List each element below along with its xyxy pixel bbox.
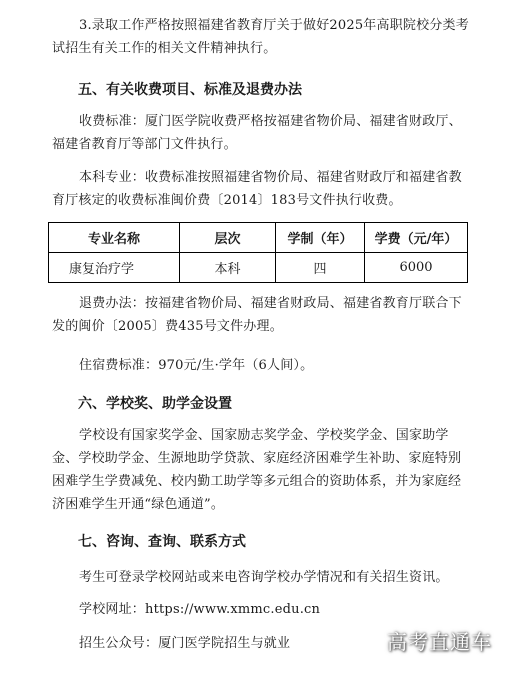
watermark: 高考直通车 <box>387 630 492 654</box>
paragraph-fee-standard: 收费标准：厦门医学院收费严格按福建省物价局、福建省财政厅、福建省教育厅等部门文件执行。 <box>52 114 462 152</box>
table-cell: 本科 <box>180 253 276 283</box>
table-cell: 四 <box>276 253 365 283</box>
fee-table-header: 学制（年） <box>276 223 365 253</box>
table-row <box>49 253 468 283</box>
heading-fees: 五、有关收费项目、标准及退费办法 <box>78 82 302 98</box>
table-cell: 6000 <box>365 253 468 283</box>
paragraph-wechat: 招生公众号：厦门医学院招生与就业 <box>79 636 291 651</box>
table-cell: 康复治疗学 <box>49 253 180 283</box>
fee-table-header: 学费（元/年） <box>365 223 468 253</box>
paragraph-website: 学校网址：https://www.xmmc.edu.cn <box>79 602 321 617</box>
fee-table <box>48 222 468 283</box>
fee-table-header: 专业名称 <box>49 223 180 253</box>
paragraph-scholarship: 学校设有国家奖学金、国家励志奖学金、学校奖学金、国家助学金、学校助学金、生源地助学贷款、家庭经济困难学生补助、家庭特别困难学生学费减免、校内勤工助学等多元组合的资助体系，并为家庭经济困难学生开通“绿色通道”。 <box>52 428 462 512</box>
paragraph-refund: 退费办法：按福建省物价局、福建省财政局、福建省教育厅联合下发的闽价〔2005〕费435号文件办理。 <box>52 296 462 334</box>
paragraph-dorm-fee: 住宿费标准：970元/生·学年（6人间）。 <box>79 358 314 373</box>
paragraph-consult: 考生可登录学校网站或来电咨询学校办学情况和有关招生资讯。 <box>79 570 449 585</box>
paragraph-undergrad-fee: 本科专业：收费标准按照福建省物价局、福建省财政厅和福建省教育厅核定的收费标准闽价费〔2014〕183号文件执行收费。 <box>52 170 462 208</box>
heading-scholarship: 六、学校奖、助学金设置 <box>78 396 232 412</box>
paragraph-admission-rule: 3.录取工作严格按照福建省教育厅关于做好2025年高职院校分类考试招生有关工作的相关文件精神执行。 <box>52 18 469 56</box>
fee-table-header: 层次 <box>180 223 276 253</box>
heading-contact: 七、咨询、查询、联系方式 <box>78 534 246 550</box>
fee-table-header-row <box>49 223 468 253</box>
